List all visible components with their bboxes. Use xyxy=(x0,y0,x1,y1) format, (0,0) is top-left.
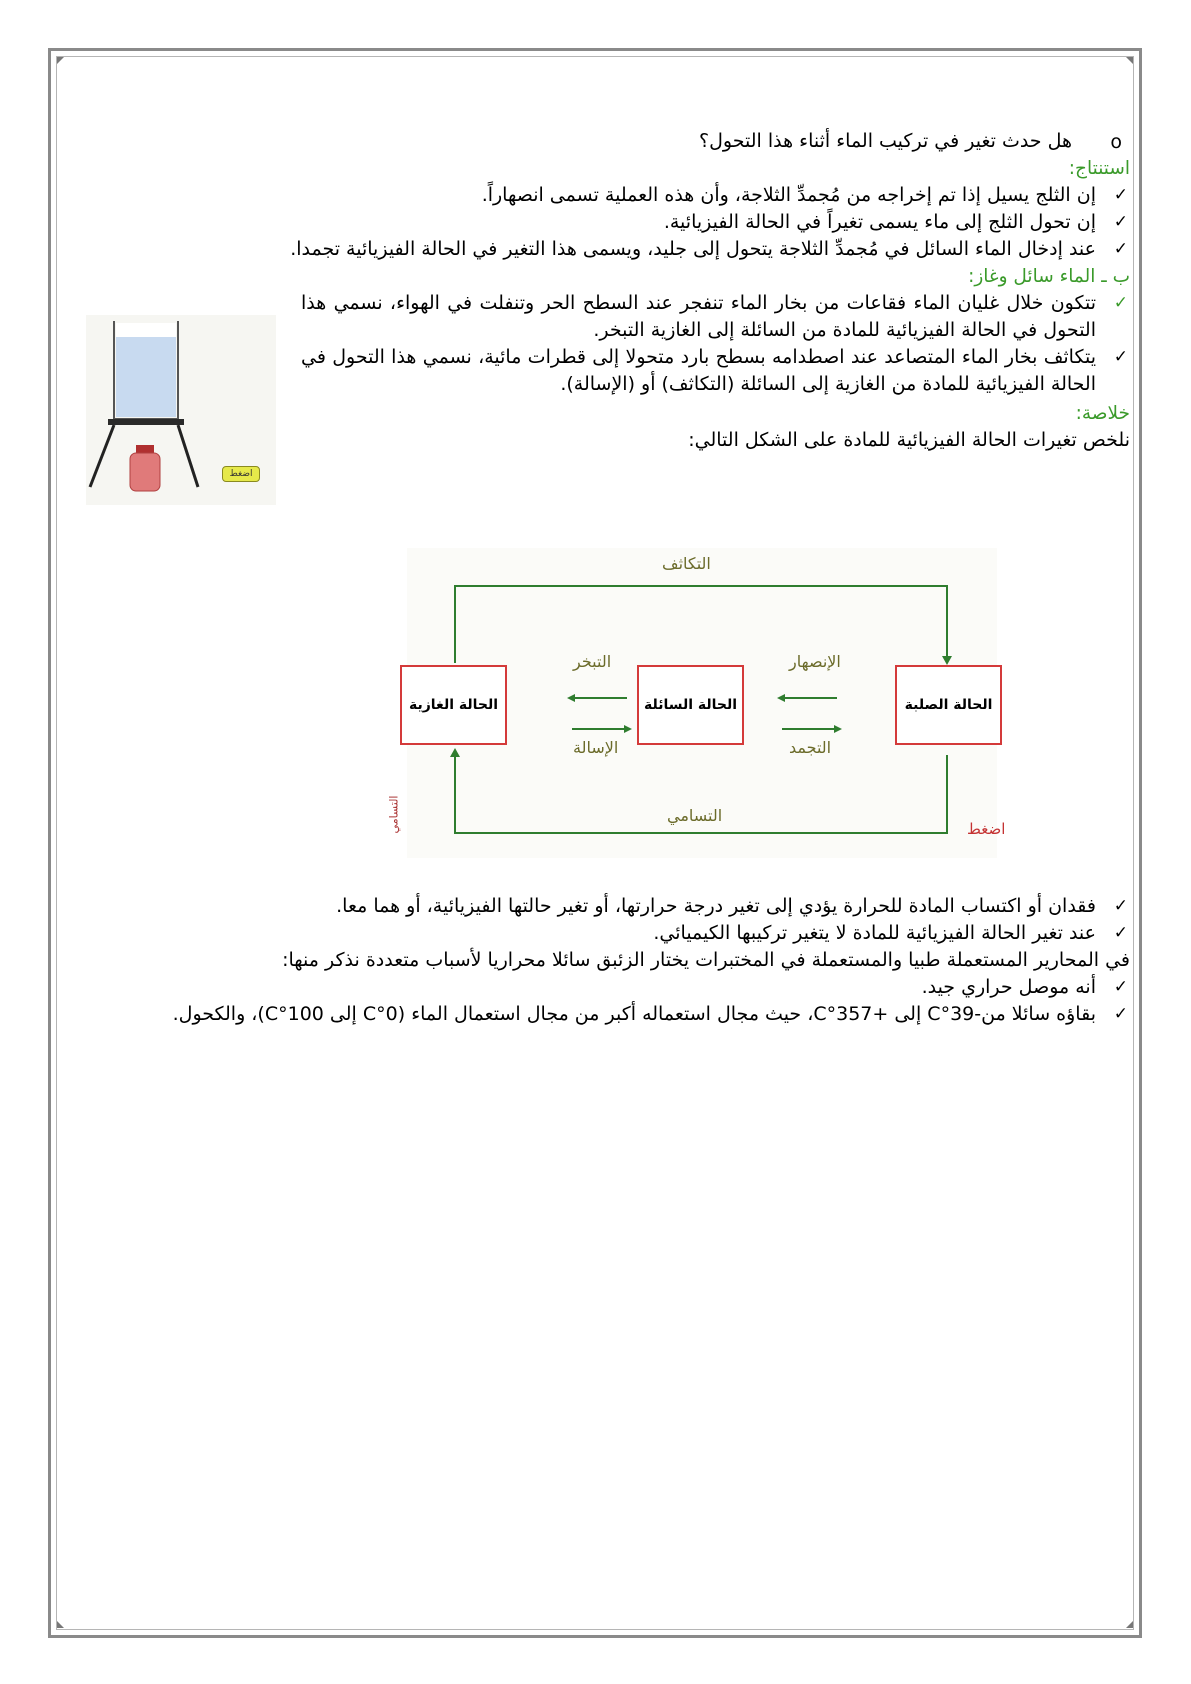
check-bullet-icon: ✓ xyxy=(1113,1004,1128,1024)
state-change-diagram xyxy=(387,548,1006,858)
fact-item xyxy=(85,920,1130,947)
question-item xyxy=(85,128,1130,155)
evaporation-label: التبخر xyxy=(573,652,612,671)
gas-state-box: الحالة الغازية xyxy=(400,665,507,745)
frame-corner-ornament xyxy=(1126,57,1133,64)
liquid-state-box: الحالة السائلة xyxy=(637,665,744,745)
document-body-bottom xyxy=(85,893,1130,1028)
section-b-heading: ب ـ الماء سائل وغاز: xyxy=(968,266,1130,287)
check-bullet-icon: ✓ xyxy=(1113,293,1128,313)
section-b-item xyxy=(301,344,1130,398)
boiling-beaker-figure xyxy=(86,315,276,505)
press-button[interactable] xyxy=(222,466,260,482)
check-bullet-icon: ✓ xyxy=(1113,212,1128,232)
fact-text: فقدان أو اكتساب المادة للحرارة يؤدي إلى تغير درجة حرارتها، أو تغير حالتها الفيزيائية، أو هما معا. xyxy=(336,895,1096,917)
conclusion-text: عند إدخال الماء السائل في مُجمدِّ الثلاجة يتحول إلى جليد، ويسمى هذا التغير في الحالة الفيزيائية تجمدا. xyxy=(290,238,1096,260)
check-bullet-icon: ✓ xyxy=(1113,977,1128,997)
check-bullet-icon: ✓ xyxy=(1113,923,1128,943)
summary-heading: خلاصة: xyxy=(1075,403,1130,424)
mercury-intro: في المحارير المستعملة طبيا والمستعملة في المختبرات يختار الزئبق سائلا محراريا لأسباب متعددة نذكر منها: xyxy=(282,949,1130,971)
conclusion-text: إن تحول الثلج إلى ماء يسمى تغيراً في الحالة الفيزيائية. xyxy=(663,211,1096,233)
melting-label: الإنصهار xyxy=(789,652,841,671)
liquefaction-label: الإسالة xyxy=(573,738,619,757)
vertical-side-label: التسامي xyxy=(387,795,401,834)
conclusion-item xyxy=(85,236,1130,263)
fact-item xyxy=(85,893,1130,920)
question-text: هل حدث تغير في تركيب الماء أثناء هذا التحول؟ xyxy=(699,130,1072,152)
frame-corner-ornament xyxy=(1126,1621,1133,1628)
fact-text: عند تغير الحالة الفيزيائية للمادة لا يتغير تركيبها الكيميائي. xyxy=(653,922,1096,944)
conclusion-item xyxy=(85,182,1130,209)
check-bullet-icon: ✓ xyxy=(1113,239,1128,259)
mercury-text: أنه موصل حراري جيد. xyxy=(921,976,1096,998)
mercury-item xyxy=(86,1001,1130,1028)
press-label[interactable]: اضغط xyxy=(967,820,1006,838)
conclusion-text: إن الثلج يسيل إذا تم إخراجه من مُجمدِّ الثلاجة، وأن هذه العملية تسمى انصهاراً. xyxy=(481,184,1096,206)
solid-state-box: الحالة الصلبة xyxy=(895,665,1002,745)
section-b-item xyxy=(301,290,1130,344)
frame-corner-ornament xyxy=(57,1621,64,1628)
mercury-text: بقاؤه سائلا من-39°C إلى +357°C، حيث مجال استعماله أكبر من مجال استعمال الماء (0°C إلى 100°C)، والكحول. xyxy=(172,1003,1096,1025)
freezing-label: التجمد xyxy=(789,738,832,757)
press-button-label: اضغط xyxy=(229,469,253,479)
condensation-top-label: التكاثف xyxy=(662,554,711,573)
check-bullet-icon: ✓ xyxy=(1113,347,1128,367)
circle-bullet-icon: o xyxy=(1110,131,1122,153)
section-b-text: يتكاثف بخار الماء المتصاعد عند اصطدامه بسطح بارد متحولا إلى قطرات مائية، نسمي هذا التحول في الحالة الفيزيائية للمادة من الغازية إلى السائلة (التكاثف) أو (الإسالة). xyxy=(301,346,1096,395)
frame-corner-ornament xyxy=(57,57,64,64)
mercury-item xyxy=(85,974,1130,1001)
conclusion-item xyxy=(85,209,1130,236)
summary-intro: نلخص تغيرات الحالة الفيزيائية للمادة على الشكل التالي: xyxy=(688,429,1130,451)
check-bullet-icon: ✓ xyxy=(1113,896,1128,916)
sublimation-label: التسامي xyxy=(667,806,723,825)
conclusion-heading: استنتاج: xyxy=(1068,158,1130,179)
check-bullet-icon: ✓ xyxy=(1113,185,1128,205)
section-b-text: تتكون خلال غليان الماء فقاعات من بخار الماء تنفجر عند السطح الحر وتنفلت في الهواء، نسمي هذا التحول في الحالة الفيزيائية للمادة من السائلة إلى الغازية التبخر. xyxy=(301,292,1096,341)
